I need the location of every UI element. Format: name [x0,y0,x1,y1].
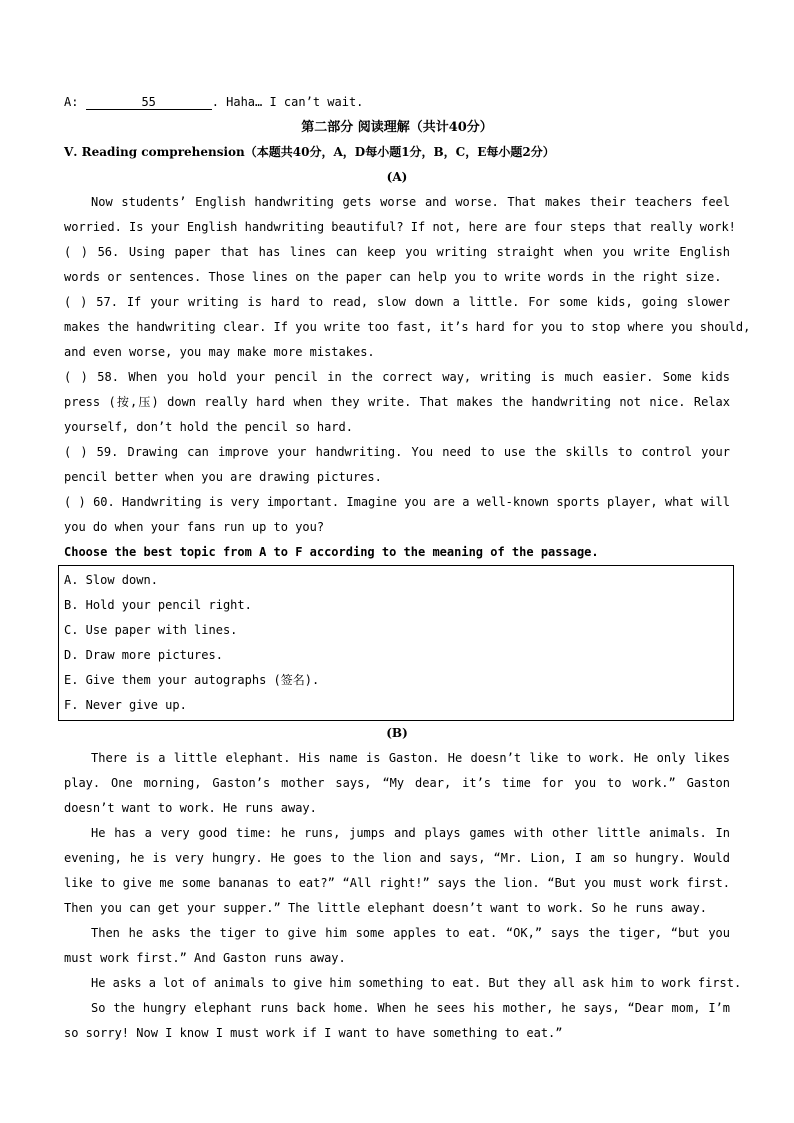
passage-b-line: evening, he is very hungry. He goes to the lion and says, “Mr. Lion, I am so hungry. Would [64,851,730,865]
passage-a-line: Now students’ English handwriting gets worse and worse. That makes their teachers feel [91,195,730,209]
passage-a-question-60: ( ) 60. Handwriting is very important. Imagine you are a well-known sports player, what will [64,495,730,509]
answer-prefix: A: [64,95,86,109]
option-c: C. Use paper with lines. [64,623,238,637]
passage-a-line: pencil better when you are drawing pictures. [64,470,382,484]
passage-b-line: must work first.” And Gaston runs away. [64,951,346,965]
passage-a-line: worried. Is your English handwriting beautiful? If not, here are four steps that really work! [64,220,736,234]
option-e: E. Give them your autographs (签名). [64,673,320,687]
blank-number: 55 [141,95,156,109]
passage-a-line: words or sentences. Those lines on the paper can help you to write words in the right size. [64,270,722,284]
passage-b-line: doesn’t want to work. He runs away. [64,801,317,815]
passage-b-line: Then he asks the tiger to give him some apples to eat. “OK,” says the tiger, “but you [91,926,730,940]
passage-a-line: yourself, don’t hold the pencil so hard. [64,420,353,434]
passage-b-line: like to give me some bananas to eat?” “All right!” says the lion. “But you must work first. [64,876,730,890]
option-d: D. Draw more pictures. [64,648,223,662]
passage-a-line: makes the handwriting clear. If you write too fast, it’s hard for you to stop where you should, [64,320,751,334]
passage-a-line: you do when your fans run up to you? [64,520,325,534]
passage-b-line: play. One morning, Gaston’s mother says, “My dear, it’s time for you to work.” Gaston [64,776,730,790]
passage-a-line: press (按,压) down really hard when they write. That makes the handwriting not nice. Relax [64,395,730,409]
passage-a-question-58: ( ) 58. When you hold your pencil in the correct way, writing is much easier. Some kids [64,370,730,384]
option-a: A. Slow down. [64,573,158,587]
passage-b-line: He asks a lot of animals to give him something to eat. But they all ask him to work first. [91,976,742,990]
passage-a-question-59: ( ) 59. Drawing can improve your handwriting. You need to use the skills to control your [64,445,730,459]
document-page [64,90,751,1046]
answer-line-55 [64,90,730,115]
passage-b-line: Then you can get your supper.” The little elephant doesn’t want to work. So he runs away. [64,901,707,915]
passage-b-line: He has a very good time: he runs, jumps and plays games with other little animals. In [91,826,730,840]
passage-b-line: So the hungry elephant runs back home. When he sees his mother, he says, “Dear mom, I’m [91,1001,730,1015]
passage-b-label: (B) [386,726,408,740]
part-title: 第二部分 阅读理解（共计40分） [301,120,493,135]
answer-blank-55[interactable] [86,95,212,110]
passage-b-line: so sorry! Now I know I must work if I want to have something to eat.” [64,1026,563,1040]
option-b: B. Hold your pencil right. [64,598,252,612]
passage-a-label: (A) [386,170,408,184]
options-box [58,565,734,721]
passage-a-question-56: ( ) 56. Using paper that has lines can keep you writing straight when you write English [64,245,730,259]
answer-suffix: . Haha… I can’t wait. [211,95,364,109]
passage-a-question-57: ( ) 57. If your writing is hard to read, slow down a little. For some kids, going slower [64,295,730,309]
passage-b-line: There is a little elephant. His name is Gaston. He doesn’t like to work. He only likes [91,751,730,765]
section-title: Ⅴ. Reading comprehension（本题共40分，A，D每小题1分，B，C，E每小题2分） [64,145,555,159]
passage-a-line: and even worse, you may make more mistakes. [64,345,375,359]
option-f: F. Never give up. [64,698,187,712]
passage-a-instruction: Choose the best topic from A to F according to the meaning of the passage. [64,545,599,559]
